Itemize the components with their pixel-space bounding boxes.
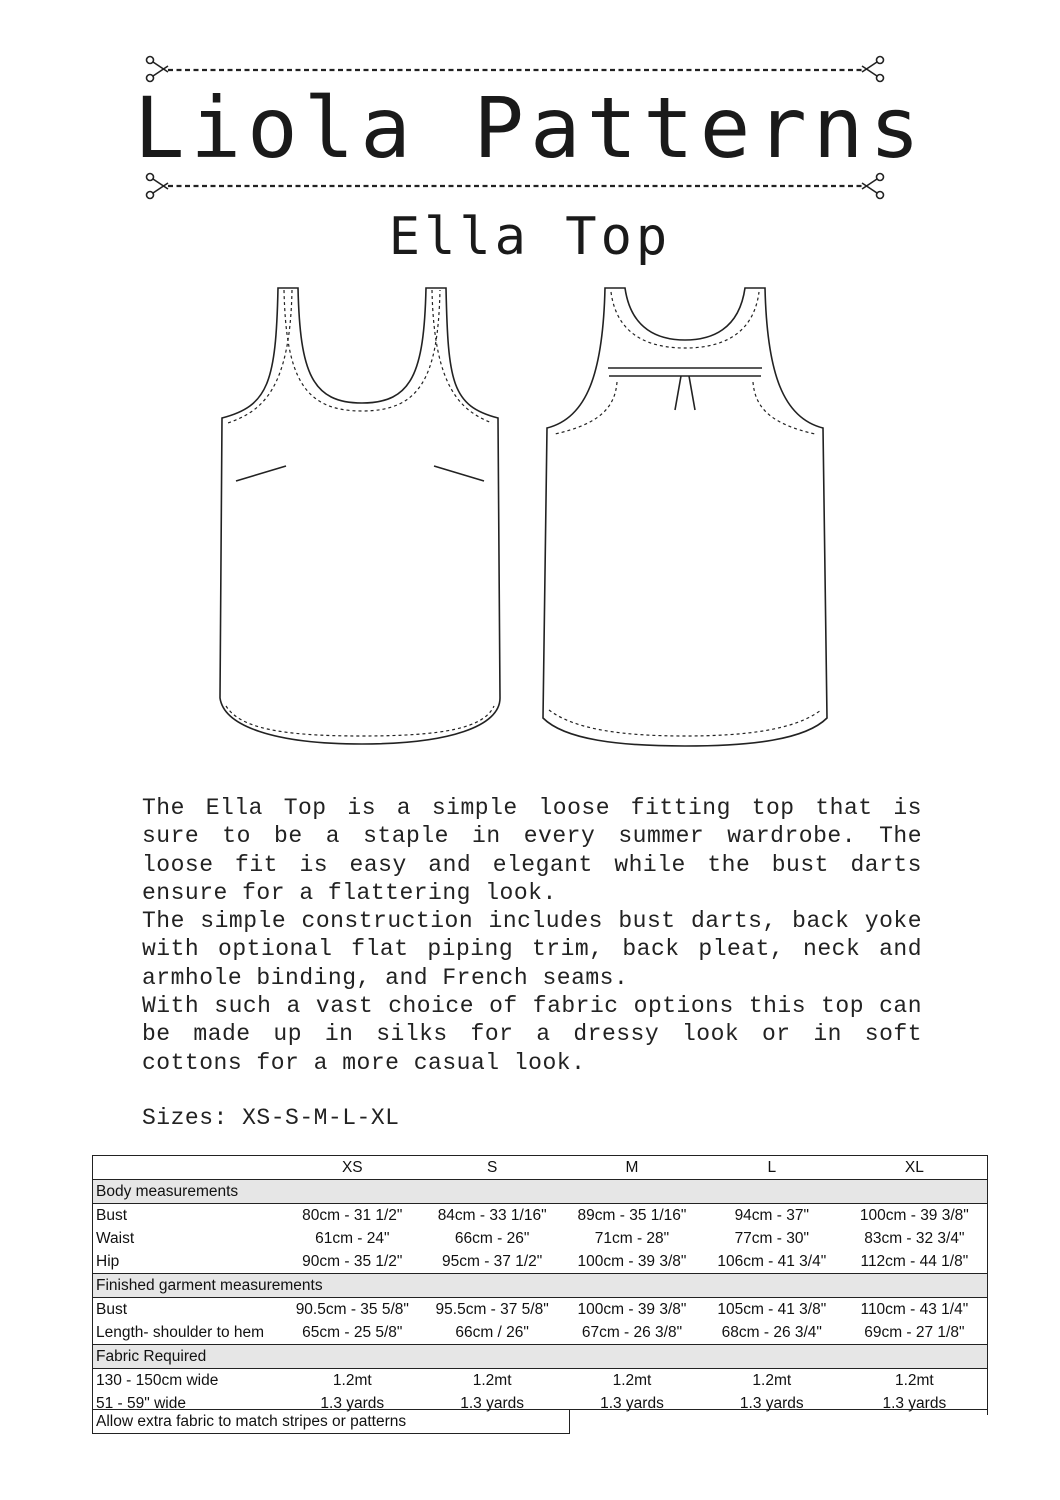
table-cell: 66cm / 26" [455, 1323, 529, 1341]
section-header-row [93, 1274, 988, 1298]
table-cell: 89cm - 35 1/16" [577, 1206, 687, 1224]
table-row [93, 1369, 988, 1393]
fabric-note: Allow extra fabric to match stripes or patterns [92, 1410, 570, 1434]
row-label: Length- shoulder to hem [96, 1323, 265, 1341]
table-cell: 90cm - 35 1/2" [302, 1252, 403, 1270]
table-header-cell: S [422, 1156, 562, 1180]
table-header-cell: L [702, 1156, 842, 1180]
row-label: Bust [96, 1300, 128, 1318]
description-paragraph: The Ella Top is a simple loose fitting top that is sure to be a staple in every summer wardrobe. The loose fit is easy and elegant while the bust darts ensure for a flattering look. [142, 795, 922, 906]
front-view-illustration [200, 278, 520, 758]
table-cell: 94cm - 37" [734, 1206, 809, 1224]
table-cell: 77cm - 30" [734, 1229, 809, 1247]
table-cell: 61cm - 24" [315, 1229, 390, 1247]
table-cell: 83cm - 32 3/4" [864, 1229, 965, 1247]
section-title: Finished garment measurements [93, 1274, 988, 1298]
table-header-cell: XL [842, 1156, 988, 1180]
table-row [93, 1250, 988, 1274]
table-cell: 1.2mt [752, 1371, 792, 1389]
section-header-row [93, 1345, 988, 1369]
table-cell: 112cm - 44 1/8" [860, 1252, 969, 1270]
table-cell: 100cm - 39 3/8" [577, 1300, 687, 1318]
table-header-row [93, 1156, 988, 1180]
table-header-cell [93, 1156, 283, 1180]
row-label: Waist [96, 1229, 135, 1247]
table-cell: 1.3 yards [320, 1394, 385, 1412]
table-cell: 1.3 yards [882, 1394, 947, 1412]
table-cell: 1.2mt [894, 1371, 934, 1389]
table-row [93, 1321, 988, 1345]
table-cell: 105cm - 41 3/8" [717, 1300, 827, 1318]
table-cell: 100cm - 39 3/8" [577, 1252, 687, 1270]
table-cell: 67cm - 26 3/8" [581, 1323, 683, 1341]
table-cell: 65cm - 25 5/8" [302, 1323, 403, 1341]
brand-title: Liola Patterns [133, 79, 926, 177]
table-cell: 100cm - 39 3/8" [859, 1206, 969, 1224]
description-paragraph: The simple construction includes bust darts, back yoke with optional flat piping trim, back pleat, neck and armhole binding, and French seams. [142, 908, 922, 991]
table-cell: 95cm - 37 1/2" [442, 1252, 543, 1270]
table-cell: 84cm - 33 1/16" [437, 1206, 547, 1224]
row-label: Hip [96, 1252, 120, 1270]
row-label: 51 - 59" wide [96, 1394, 186, 1412]
product-title: Ella Top [388, 207, 672, 267]
row-label: Bust [96, 1206, 128, 1224]
table-cell: 69cm - 27 1/8" [864, 1323, 965, 1341]
table-cell: 68cm - 26 3/4" [721, 1323, 822, 1341]
table-header-cell: M [562, 1156, 702, 1180]
size-chart-table [92, 1155, 988, 1415]
table-cell: 71cm - 28" [594, 1229, 670, 1247]
table-cell: 66cm - 26" [454, 1229, 530, 1247]
table-cell: 1.2mt [612, 1371, 652, 1389]
table-cell: 1.2mt [472, 1371, 512, 1389]
table-row [93, 1204, 988, 1228]
table-cell: 90.5cm - 35 5/8" [295, 1300, 409, 1318]
back-view-illustration [535, 278, 845, 758]
table-cell: 110cm - 43 1/4" [860, 1300, 969, 1318]
sizes-line: Sizes: XS-S-M-L-XL [142, 1105, 400, 1131]
table-cell: 80cm - 31 1/2" [302, 1206, 403, 1224]
row-label: 130 - 150cm wide [96, 1371, 219, 1389]
product-description [142, 794, 922, 1077]
table-row [93, 1227, 988, 1250]
table-cell: 1.2mt [332, 1371, 372, 1389]
section-header-row [93, 1180, 988, 1204]
table-cell: 1.3 yards [460, 1394, 525, 1412]
table-cell: 1.3 yards [739, 1394, 804, 1412]
section-title: Body measurements [93, 1180, 988, 1204]
section-title: Fabric Required [93, 1345, 988, 1369]
table-header-cell: XS [282, 1156, 422, 1180]
description-paragraph: With such a vast choice of fabric options this top can be made up in silks for a dressy look or in soft cottons for a more casual look. [142, 993, 922, 1076]
table-cell: 106cm - 41 3/4" [717, 1252, 827, 1270]
table-row [93, 1298, 988, 1322]
table-cell: 95.5cm - 37 5/8" [435, 1300, 549, 1318]
table-cell: 1.3 yards [600, 1394, 664, 1412]
